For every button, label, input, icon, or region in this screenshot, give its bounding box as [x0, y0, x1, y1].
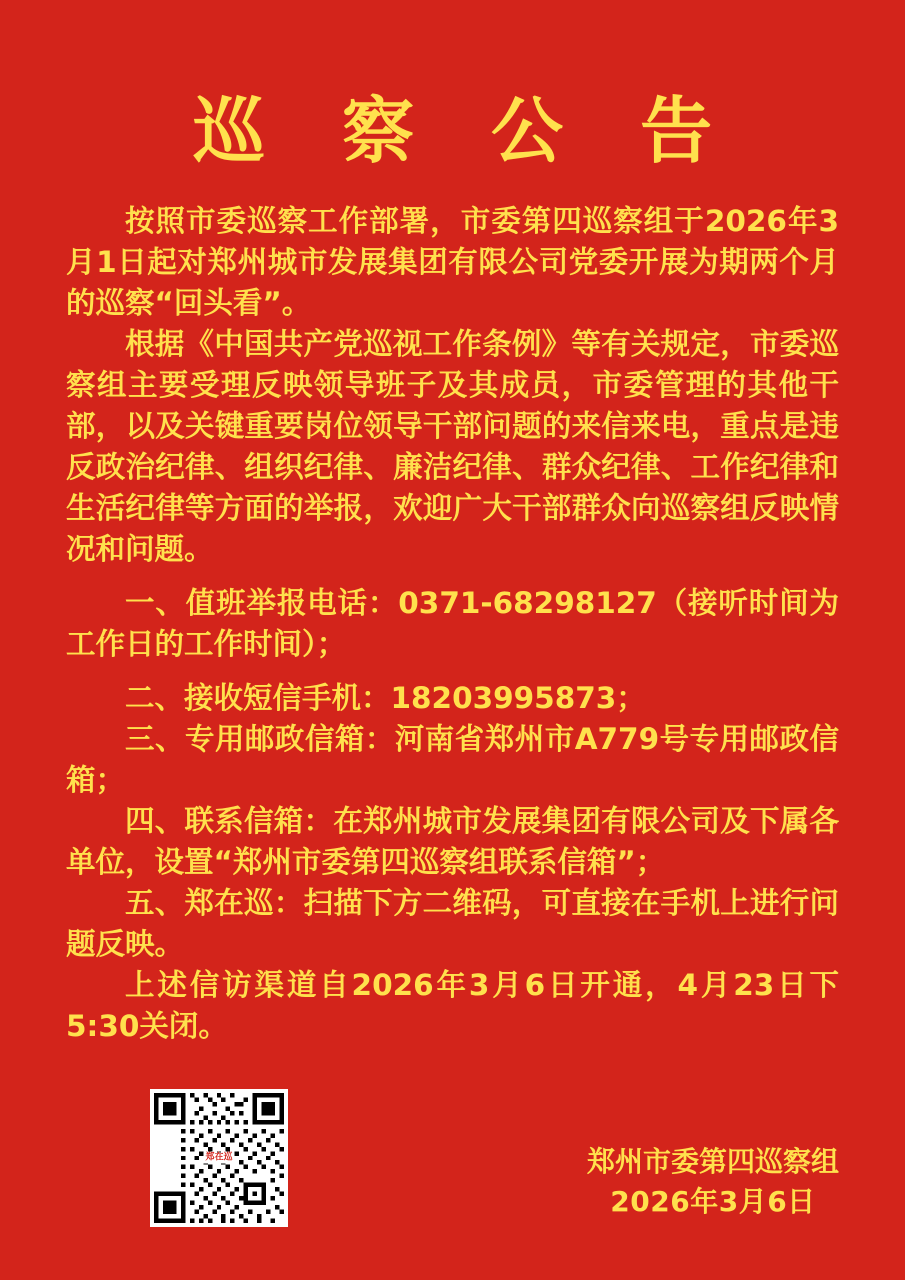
paragraph-item-4: 四、联系信箱：在郑州城市发展集团有限公司及下属各单位，设置“郑州市委第四巡察组联系信箱”； [66, 804, 839, 880]
signature-organization: 郑州市委第四巡察组 [586, 1145, 839, 1178]
paragraph-item-2: 二、接收短信手机：18203995873； [125, 681, 646, 716]
paragraph-item-5: 五、郑在巡：扫描下方二维码，可直接在手机上进行问题反映。 [66, 886, 839, 962]
poster-footer [0, 1080, 905, 1280]
qr-center-label: 郑在巡 [205, 1152, 233, 1163]
signature-block [587, 1142, 839, 1222]
notice-body [0, 171, 905, 1047]
page-title: 巡 察 公 告 [192, 89, 739, 173]
paragraph-2: 根据《中国共产党巡视工作条例》等有关规定，市委巡察组主要受理反映领导班子及其成员，市委管理的其他干部，以及关键重要岗位领导干部问题的来信来电，重点是违反政治纪律、组织纪律、廉洁纪律、群众纪律、工作纪律和生活纪律等方面的举报，欢迎广大干部群众向巡察组反映情况和问题。 [66, 327, 839, 567]
paragraph-closing: 上述信访渠道自2026年3月6日开通，4月23日下5:30关闭。 [66, 968, 839, 1044]
paragraph-item-3: 三、专用邮政信箱：河南省郑州市A779号专用邮政信箱； [66, 722, 839, 798]
paragraph-item-1: 一、值班举报电话：0371-68298127（接听时间为工作日的工作时间）； [66, 586, 839, 662]
qr-code[interactable] [150, 1089, 288, 1227]
paragraph-1: 按照市委巡察工作部署，市委第四巡察组于2026年3月1日起对郑州城市发展集团有限公司党委开展为期两个月的巡察“回头看”。 [66, 204, 839, 321]
signature-date: 2026年3月6日 [610, 1185, 816, 1218]
